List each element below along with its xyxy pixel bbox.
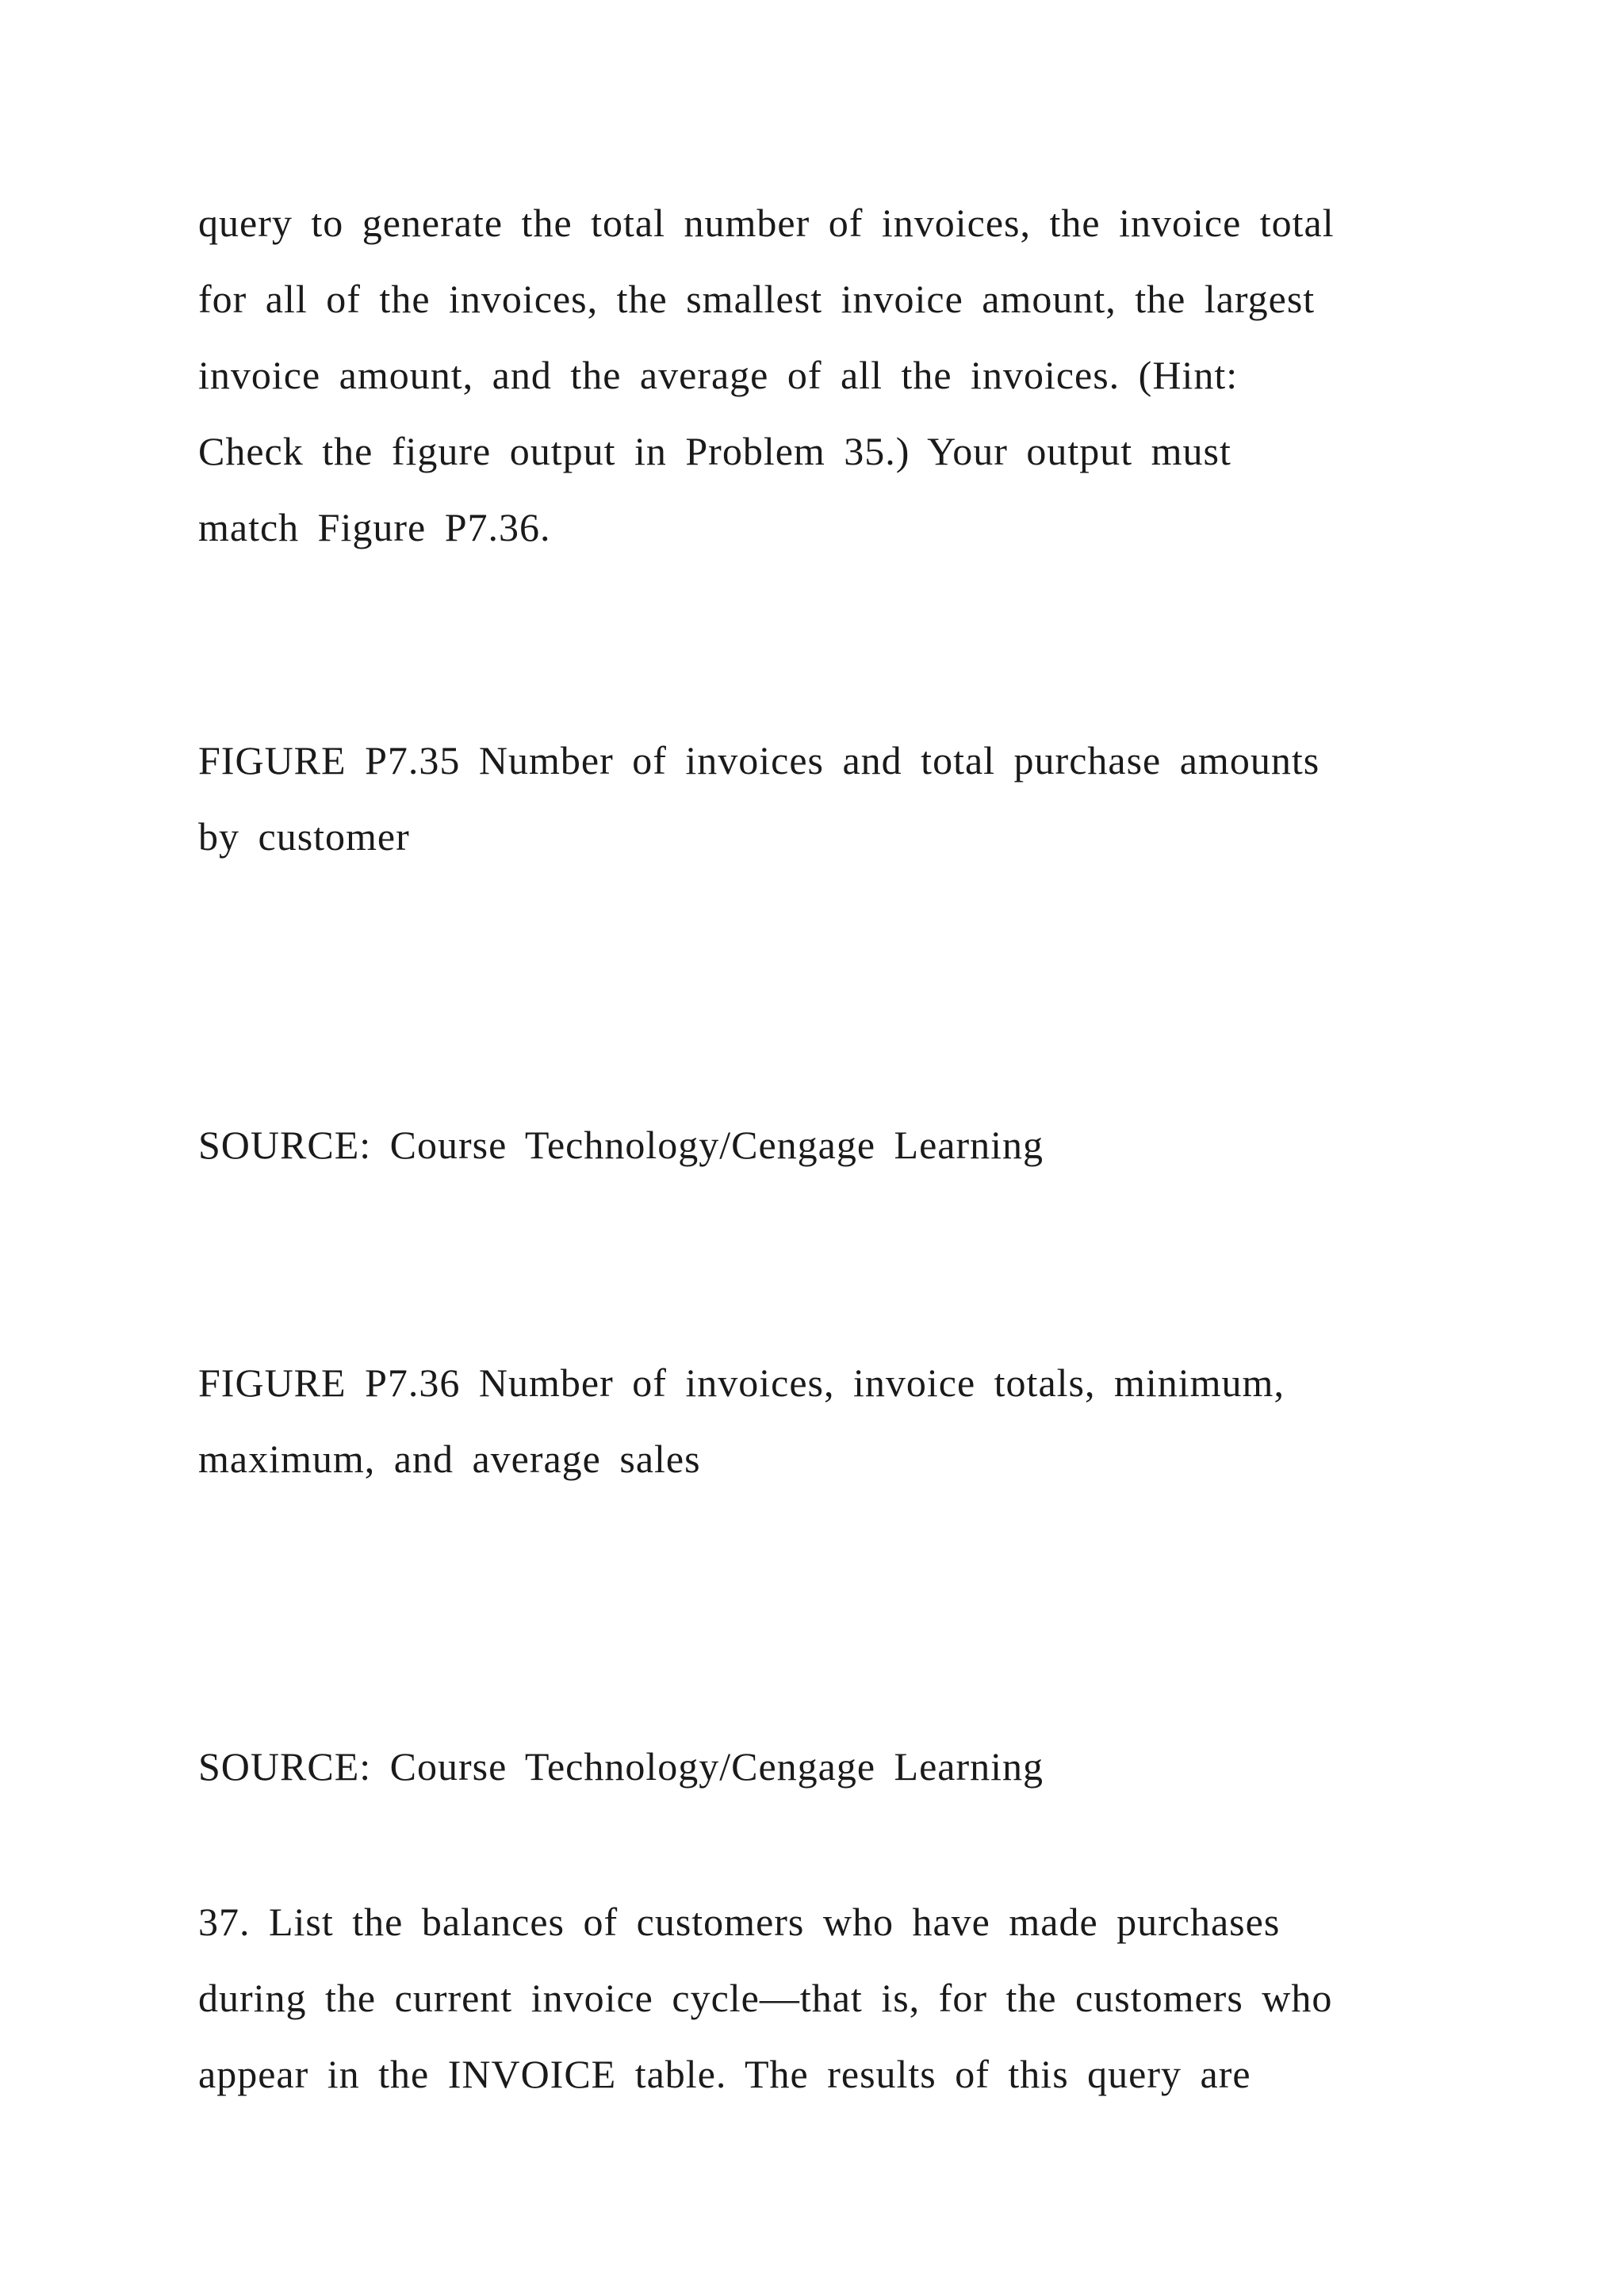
intro-line-5: match Figure P7.36. — [198, 505, 551, 549]
figure-p735-caption-line-1: FIGURE P7.35 Number of invoices and total purchase amounts — [198, 738, 1320, 783]
problem-37-line-3: appear in the INVOICE table. The results of this query are — [198, 2052, 1251, 2096]
problem-37-paragraph — [198, 1884, 1435, 2112]
figure-p736-caption-line-1: FIGURE P7.36 Number of invoices, invoice totals, minimum, — [198, 1360, 1285, 1405]
figure-p736-caption — [198, 1345, 1435, 1497]
problem-37-line-1: 37. List the balances of customers who have made purchases — [198, 1900, 1281, 1944]
problem-37-line-2: during the current invoice cycle—that is, for the customers who — [198, 1976, 1333, 2020]
intro-line-4: Check the figure output in Problem 35.) Your output must — [198, 429, 1231, 473]
figure-p736-source — [198, 1728, 1435, 1804]
figure-p735-source-text: SOURCE: Course Technology/Cengage Learning — [198, 1123, 1044, 1167]
intro-paragraph — [198, 185, 1435, 565]
figure-p736-caption-line-2: maximum, and average sales — [198, 1437, 701, 1481]
figure-p736-source-text: SOURCE: Course Technology/Cengage Learning — [198, 1744, 1044, 1789]
figure-p735-caption — [198, 722, 1435, 874]
intro-line-2: for all of the invoices, the smallest invoice amount, the largest — [198, 277, 1316, 321]
intro-line-1: query to generate the total number of invoices, the invoice total — [198, 201, 1335, 245]
intro-line-3: invoice amount, and the average of all the invoices. (Hint: — [198, 353, 1239, 397]
figure-p735-source — [198, 1107, 1435, 1183]
figure-p735-caption-line-2: by customer — [198, 814, 410, 859]
